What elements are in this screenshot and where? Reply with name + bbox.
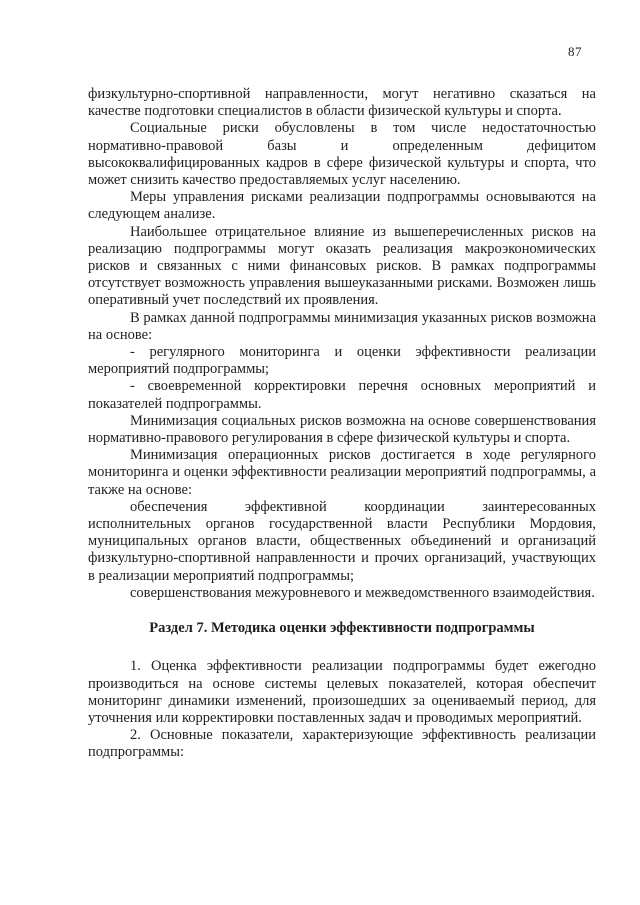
- paragraph: физкультурно-спортивной направленности, могут негативно сказаться на качестве подготовки специалистов в области физической культуры и спорта.: [88, 86, 596, 120]
- list-item: - своевременной корректировки перечня основных мероприятий и показателей подпрограммы.: [88, 378, 596, 412]
- paragraph: 2. Основные показатели, характеризующие эффективность реализации подпрограммы:: [88, 727, 596, 761]
- page-number: 87: [568, 44, 582, 59]
- document-body: [88, 86, 596, 762]
- paragraph: Наибольшее отрицательное влияние из вышеперечисленных рисков на реализацию подпрограммы могут оказать реализация макроэкономических рисков и связанных с ними финансовых рисков. В рамках подпрограммы отсутствует возможность управления вышеуказанными рисками. Возможен лишь оперативный учет последствий их проявления.: [88, 223, 596, 309]
- list-item: обеспечения эффективной координации заинтересованных исполнительных органов государственной власти Республики Мордовия, муниципальных органов власти, общественных объединений и организаций физкультурно-спортивной направленности и прочих организаций, участвующих в реализации мероприятий подпрограммы;: [88, 498, 596, 584]
- paragraph: Социальные риски обусловлены в том числе недостаточностью нормативно-правовой базы и определенным дефицитом высококвалифицированных кадров в сфере физической культуры и спорта, что может снизить качество предоставляемых услуг населению.: [88, 120, 596, 189]
- paragraph: 1. Оценка эффективности реализации подпрограммы будет ежегодно производиться на основе системы целевых показателей, которая обеспечит мониторинг динамики изменений, произошедших за оцениваемый период, для уточнения или корректировки поставленных задач и проводимых мероприятий.: [88, 658, 596, 726]
- paragraph: Минимизация социальных рисков возможна на основе совершенствования нормативно-правового регулирования в сфере физической культуры и спорта.: [88, 412, 596, 447]
- list-item: - регулярного мониторинга и оценки эффективности реализации мероприятий подпрограммы;: [88, 344, 596, 378]
- paragraph: Меры управления рисками реализации подпрограммы основываются на следующем анализе.: [88, 189, 596, 223]
- section-heading: Раздел 7. Методика оценки эффективности подпрограммы: [149, 620, 535, 637]
- list-item: совершенствования межуровневого и межведомственного взаимодействия.: [130, 584, 595, 601]
- paragraph: В рамках данной подпрограммы минимизация указанных рисков возможна на основе:: [88, 309, 596, 343]
- paragraph: Минимизация операционных рисков достигается в ходе регулярного мониторинга и оценки эффективности реализации мероприятий подпрограммы, а также на основе:: [88, 447, 596, 498]
